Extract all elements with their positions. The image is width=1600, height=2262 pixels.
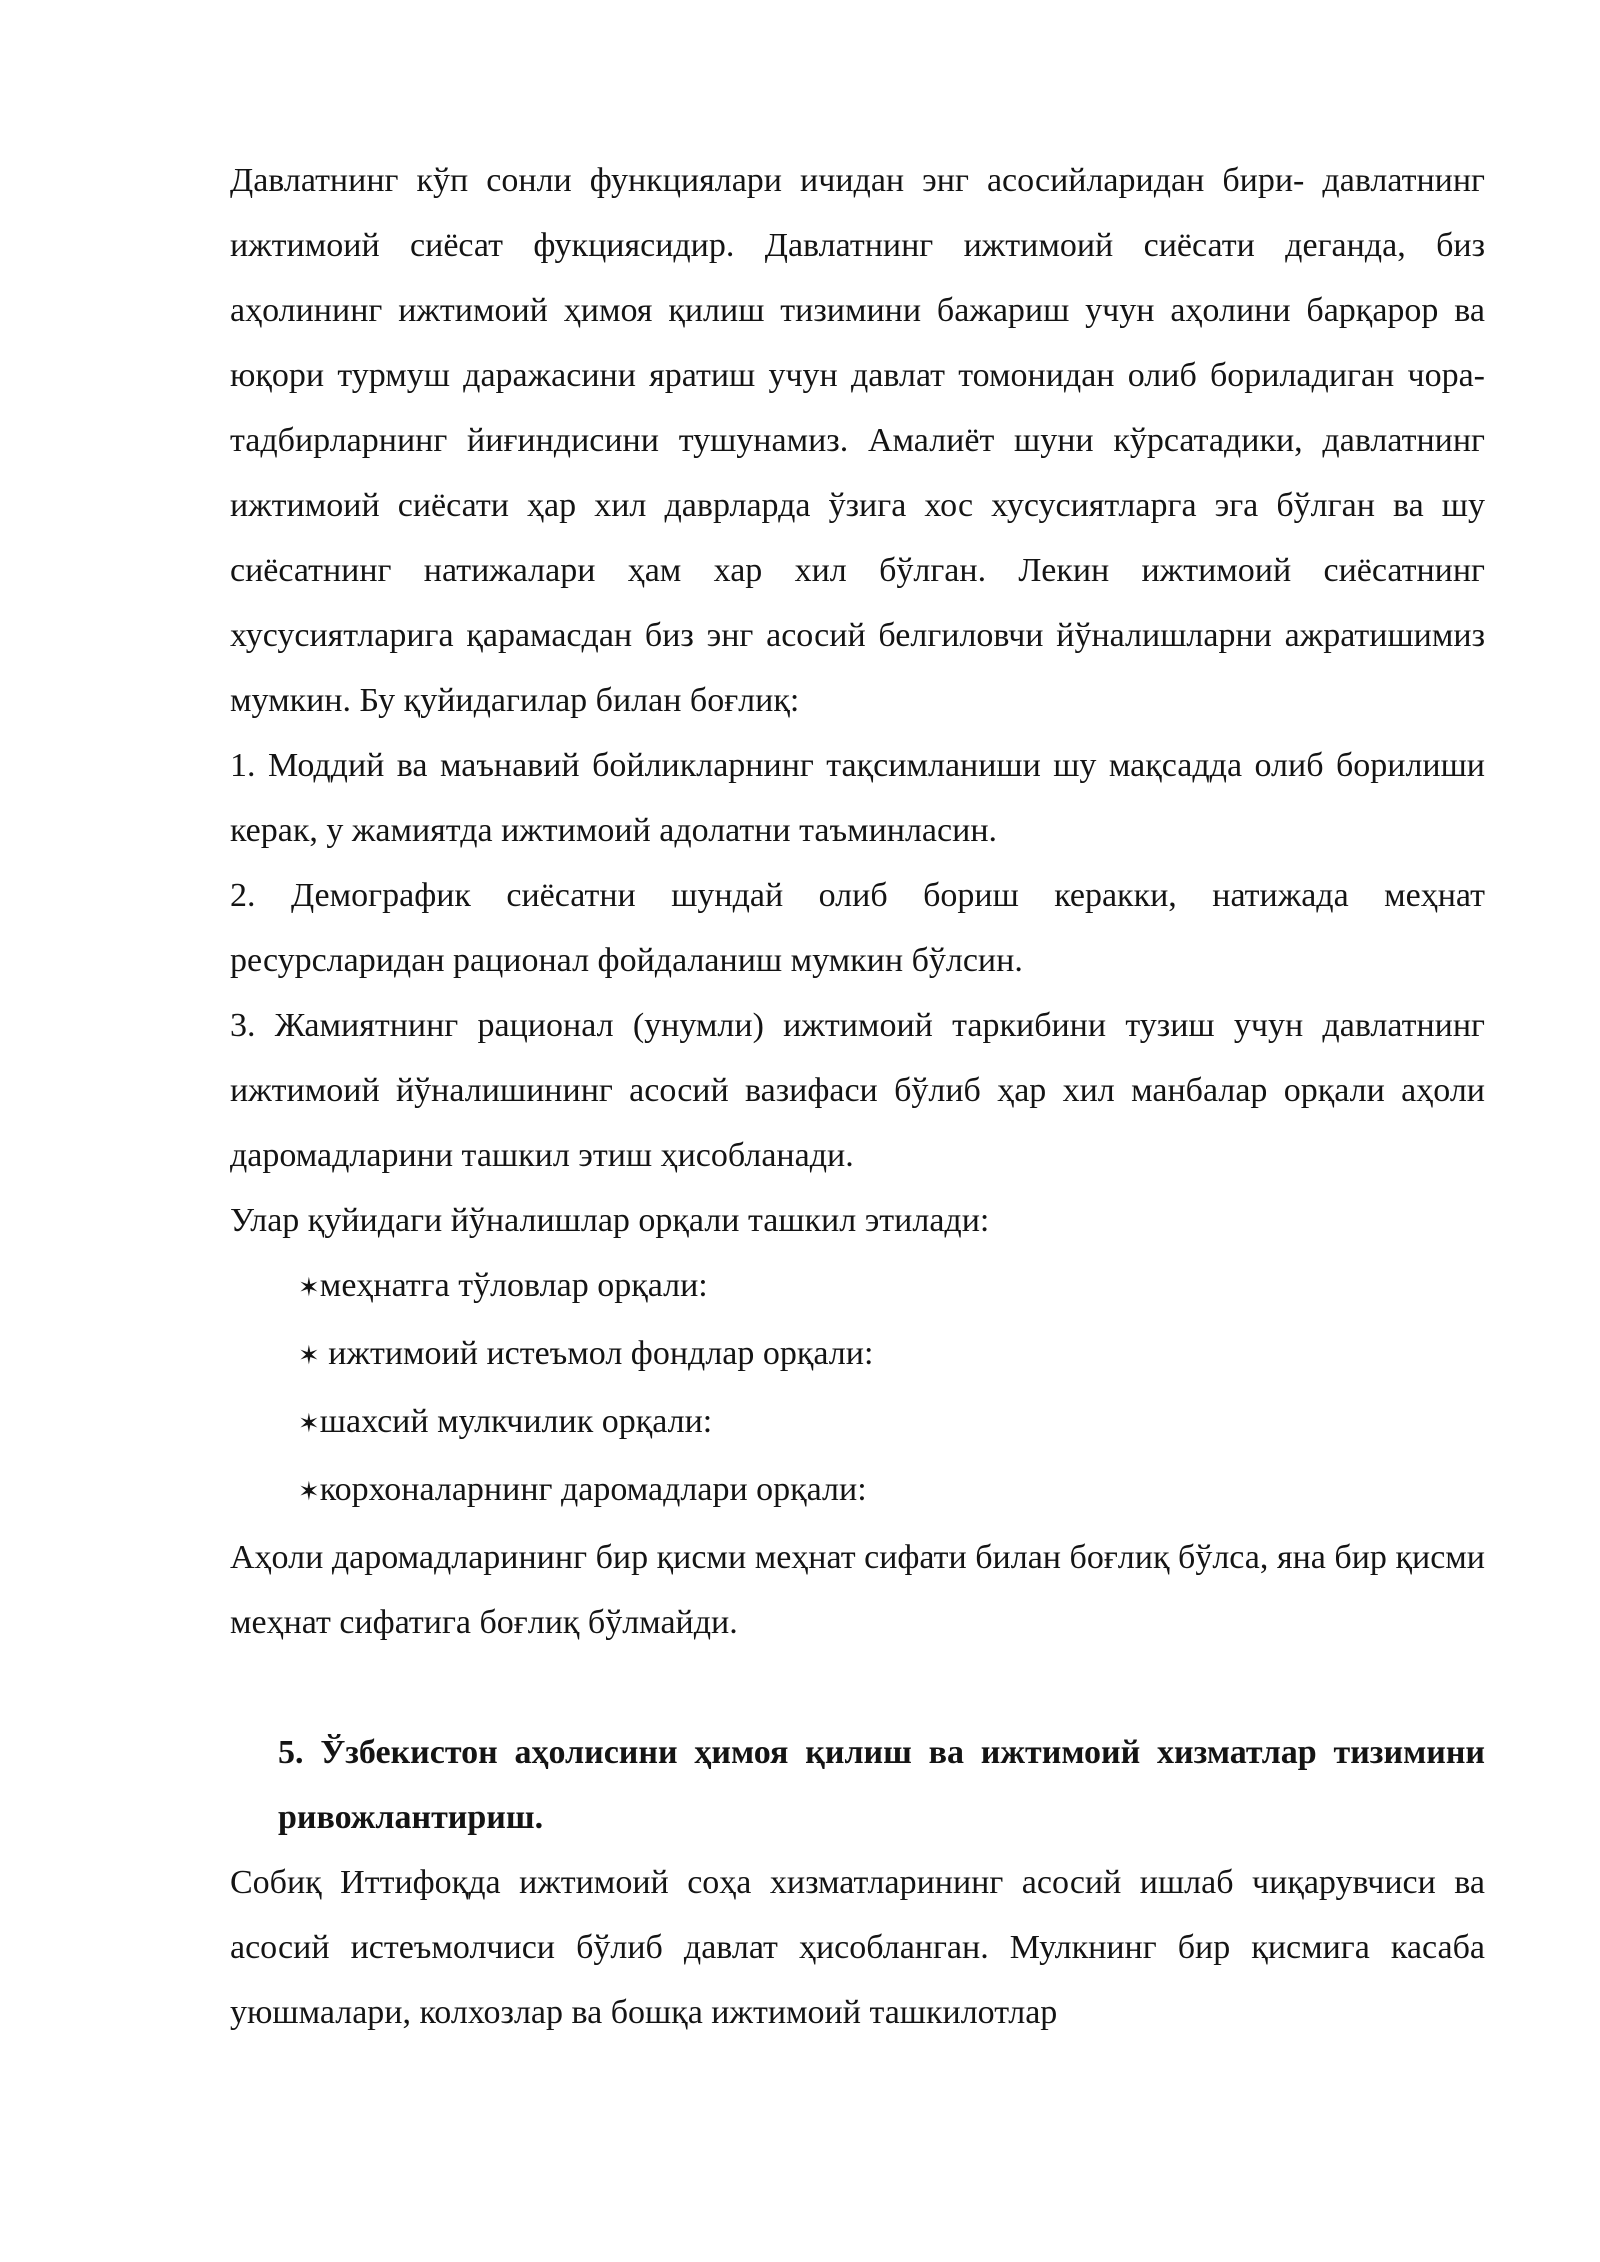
star-bullet-icon: ✶ <box>298 1477 320 1507</box>
directions-intro: Улар қуйидаги йўналишлар орқали ташкил этилади: <box>230 1202 990 1239</box>
income-note-paragraph: Аҳоли даромадларининг бир қисми меҳнат сифати билан боғлиқ бўлса, яна бир қисми меҳнат сифатига боғлиқ бўлмайди. <box>230 1539 1485 1641</box>
list-item-3: 3. Жамиятнинг рационал (унумли) ижтимоий таркибини тузиш учун давлатнинг ижтимоий йўналишининг асосий вазифаси бўлиб ҳар хил манбалар орқали аҳоли даромадларини ташкил этиш ҳисобланади. <box>230 1007 1485 1174</box>
bullet-text: меҳнатга тўловлар орқали: <box>319 1267 708 1304</box>
star-bullet-icon: ✶ <box>298 1273 320 1303</box>
bullet-item <box>298 1389 1485 1457</box>
income-sources-list <box>230 1253 1485 1525</box>
bullet-item <box>298 1253 1485 1321</box>
soviet-paragraph: Собиқ Иттифоқда ижтимоий соҳа хизматларининг асосий ишлаб чиқарувчиси ва асосий истеъмолчиси бўлиб давлат ҳисобланган. Мулкнинг бир қисмига касаба уюшмалари, колхозлар ва бошқа ижтимоий ташкилотлар <box>230 1864 1485 2031</box>
section-heading: 5. Ўзбекистон аҳолисини ҳимоя қилиш ва ижтимоий хизматлар тизимини ривожлантириш. <box>278 1734 1485 1836</box>
bullet-text: корхоналарнинг даромадлари орқали: <box>319 1471 867 1508</box>
star-bullet-icon: ✶ <box>298 1341 320 1371</box>
list-item-1: 1. Моддий ва маънавий бойликларнинг тақсимланиши шу мақсадда олиб борилиши керак, у жамиятда ижтимоий адолатни таъминласин. <box>230 747 1485 849</box>
bullet-text: ижтимоий истеъмол фондлар орқали: <box>319 1335 874 1372</box>
bullet-text: шахсий мулкчилик орқали: <box>319 1403 713 1440</box>
list-item-2: 2. Демографик сиёсатни шундай олиб бориш керакки, натижада меҳнат ресурсларидан рационал фойдаланиш мумкин бўлсин. <box>230 877 1485 979</box>
star-bullet-icon: ✶ <box>298 1409 320 1439</box>
section-spacer <box>230 1655 1485 1720</box>
intro-paragraph: Давлатнинг кўп сонли функциялари ичидан энг асосийларидан бири- давлатнинг ижтимоий сиёсат фукциясидир. Давлатнинг ижтимоий сиёсати деганда, биз аҳолининг ижтимоий ҳимоя қилиш тизимини бажариш учун аҳолини барқарор ва юқори турмуш даражасини яратиш учун давлат томонидан олиб бориладиган чора-тадбирларнинг йиғиндисини тушунамиз. Амалиёт шуни кўрсатадики, давлатнинг ижтимоий сиёсати ҳар хил даврларда ўзига хос хусусиятларга эга бўлган ва шу сиёсатнинг натижалари ҳам хар хил бўлган. Лекин ижтимоий сиёсатнинг хусусиятларига қарамасдан биз энг асосий белгиловчи йўналишларни ажратишимиз мумкин. Бу қуйидагилар билан боғлиқ: <box>230 162 1485 719</box>
document-page <box>230 148 1485 2045</box>
bullet-item <box>298 1321 1485 1389</box>
bullet-item <box>298 1457 1485 1525</box>
